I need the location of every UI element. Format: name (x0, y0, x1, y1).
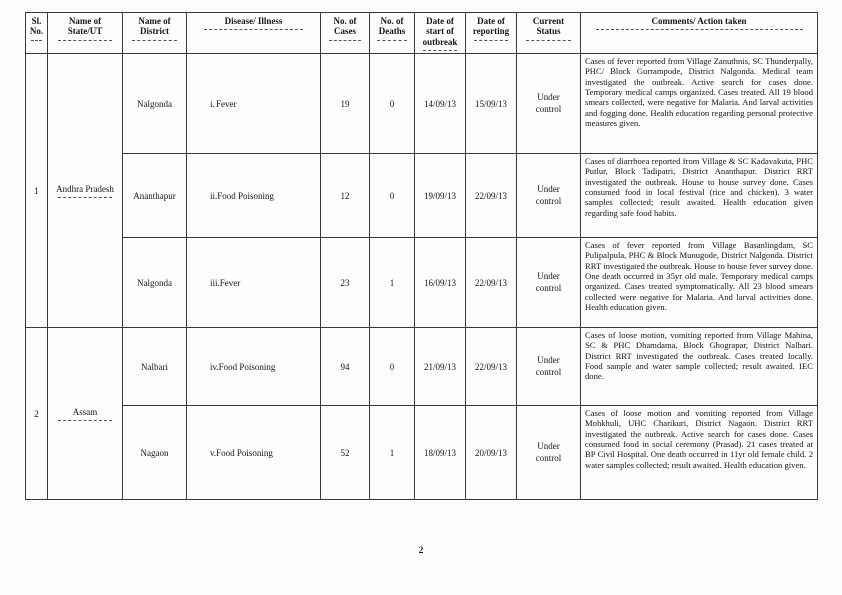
header-label: No. of Deaths (378, 16, 406, 37)
disease-cell (187, 54, 321, 154)
table-row (26, 54, 818, 154)
header-deaths (370, 13, 415, 54)
state-cell (48, 328, 123, 500)
cases-cell: 94 (321, 328, 370, 406)
report-date-cell: 22/09/13 (466, 154, 517, 238)
start-date-cell: 16/09/13 (415, 238, 466, 328)
header-label: Date of reporting (472, 16, 510, 37)
header-label: Sl. No. (29, 16, 44, 37)
state-cell (48, 54, 123, 328)
header-status (517, 13, 581, 54)
disease-cell (187, 406, 321, 500)
sl-no-cell: 1 (26, 54, 48, 328)
dotted-underline (526, 39, 570, 41)
report-date-cell: 15/09/13 (466, 54, 517, 154)
sl-no-cell: 2 (26, 328, 48, 500)
table-row (26, 406, 818, 500)
district-cell: Nalbari (123, 328, 187, 406)
disease-serial: i. (210, 98, 215, 109)
disease-serial: iii. (210, 277, 220, 288)
dotted-underline (423, 49, 457, 51)
start-date-cell: 21/09/13 (415, 328, 466, 406)
header-cases (321, 13, 370, 54)
cases-cell: 12 (321, 154, 370, 238)
disease-cell (187, 154, 321, 238)
header-sl-no (26, 13, 48, 54)
status-text: Under control (535, 355, 562, 377)
comments-cell: Cases of loose motion, vomiting reported from Village Mahina, SC & PHC Dhamdama, Block Ghograpar, District Nalbari. District RRT investigated the outbreak. Cases treated locally. Food sample and water sample collected; result awaited. IEC done. (581, 328, 818, 406)
status-text: Under control (535, 271, 562, 293)
header-comments (581, 13, 818, 54)
table-row (26, 238, 818, 328)
disease-name: Fever (219, 277, 241, 288)
status-cell (517, 406, 581, 500)
deaths-cell: 1 (370, 238, 415, 328)
dotted-underline (377, 39, 407, 41)
deaths-cell: 1 (370, 406, 415, 500)
deaths-cell: 0 (370, 328, 415, 406)
status-text: Under control (535, 441, 562, 463)
dotted-underline (58, 196, 111, 198)
comments-cell: Cases of loose motion and vomiting reported from Village Mohkhuli, UHC Charikuri, District Nagaon. District RRT investigated the outbreak. Active search for cases done. Cases consumed food in social ceremony (Prasad). 21 cases treated at BP Civil Hospital. One death occurred in 11yr old female child. 2 water samples collected; result awaited. Health education given. (581, 406, 818, 500)
table-row (26, 154, 818, 238)
header-label: Date of start of outbreak (422, 16, 458, 47)
dotted-underline (596, 28, 803, 30)
header-label: Name of State/UT (67, 16, 103, 37)
deaths-cell: 0 (370, 154, 415, 238)
header-state (48, 13, 123, 54)
dotted-underline (329, 39, 362, 41)
cases-cell: 52 (321, 406, 370, 500)
report-date-cell: 20/09/13 (466, 406, 517, 500)
status-cell (517, 328, 581, 406)
start-date-cell: 18/09/13 (415, 406, 466, 500)
comments-cell: Cases of fever reported from Village Basanlingdam, SC Pulipalpula, PHC & Block Munugode, District Nalgonda. District RRT investigated the outbreak. House to house fever survey done. One death occurred in 35yr old male. Temporary medical camps organized. Cases treated symptomatically. All 23 blood smears collected were negative for Malaria. And larval activities done. Health education given. (581, 238, 818, 328)
disease-name: Food Poisoning (218, 361, 276, 372)
dotted-underline (58, 419, 111, 421)
report-date-cell: 22/09/13 (466, 328, 517, 406)
header-disease (187, 13, 321, 54)
dotted-underline (204, 28, 303, 30)
header-row (26, 13, 818, 54)
comments-cell: Cases of fever reported from Village Zanuthnis, SC Thunderpally, PHC/ Block Gurrampode, District Nalgonda. Medical team investigated the outbreak. Active search for cases done. Temporary medical camps organized. Cases treated. All 19 blood smears collected, were negative for Malaria. And larval activities and fogging done. Health education regarding personal protective measures given. (581, 54, 818, 154)
status-cell (517, 54, 581, 154)
status-cell (517, 154, 581, 238)
comments-cell: Cases of diarrhoea reported from Village & SC Kadavakuta, PHC Putlur, Block Tadipatri, District Ananthapur. District RRT investigated the outbreak. House to house survey done. Cases consumed food in local festival (rice and chicken). 3 water samples collected; result awaited. Health education given regarding safe food habits. (581, 154, 818, 238)
header-label: Name of District (138, 16, 171, 37)
status-text: Under control (535, 184, 562, 206)
dotted-underline (31, 39, 43, 41)
deaths-cell: 0 (370, 54, 415, 154)
disease-serial: ii. (210, 190, 218, 201)
dotted-underline (132, 39, 176, 41)
header-label: Disease/ Illness (224, 16, 283, 26)
dotted-underline (58, 39, 111, 41)
state-name: Assam (72, 406, 98, 417)
header-label: Comments/ Action taken (651, 16, 747, 26)
state-name: Andhra Pradesh (56, 183, 114, 194)
district-cell: Nalgonda (123, 238, 187, 328)
header-label: No. of Cases (333, 16, 357, 37)
outbreak-report-table (25, 12, 818, 500)
start-date-cell: 19/09/13 (415, 154, 466, 238)
disease-name: Fever (216, 98, 237, 109)
disease-cell (187, 238, 321, 328)
disease-name: Food Poisoning (217, 190, 275, 201)
header-report-date (466, 13, 517, 54)
start-date-cell: 14/09/13 (415, 54, 466, 154)
disease-serial: v. (210, 447, 217, 458)
cases-cell: 19 (321, 54, 370, 154)
disease-serial: iv. (210, 361, 219, 372)
status-cell (517, 238, 581, 328)
dotted-underline (474, 39, 508, 41)
district-cell: Ananthapur (123, 154, 187, 238)
table-row (26, 328, 818, 406)
disease-name: Food Poisoning (216, 447, 273, 458)
district-cell: Nalgonda (123, 54, 187, 154)
header-label: Current Status (532, 16, 565, 37)
cases-cell: 23 (321, 238, 370, 328)
header-district (123, 13, 187, 54)
page-number: 2 (418, 546, 424, 556)
district-cell: Nagaon (123, 406, 187, 500)
report-date-cell: 22/09/13 (466, 238, 517, 328)
status-text: Under control (535, 92, 562, 114)
disease-cell (187, 328, 321, 406)
header-start-date (415, 13, 466, 54)
